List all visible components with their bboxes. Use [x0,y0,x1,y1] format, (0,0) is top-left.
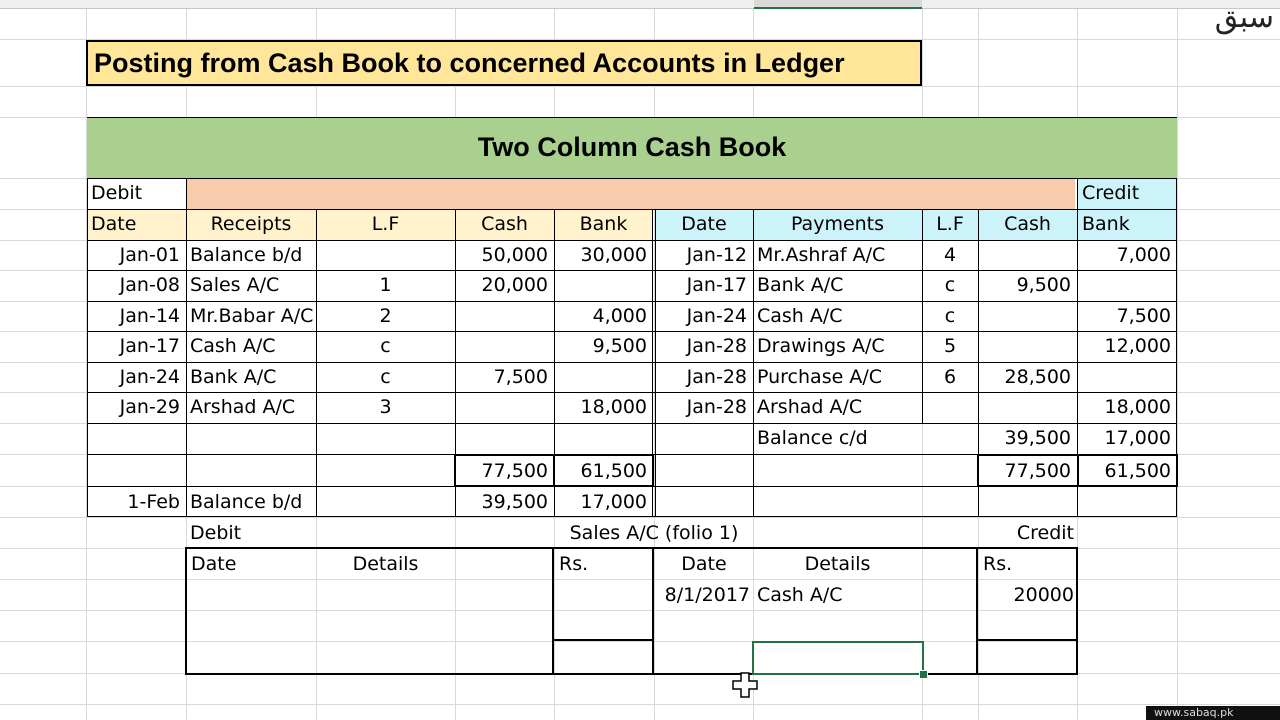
credit-date[interactable]: Jan-24 [686,305,747,327]
credit-cash[interactable]: 28,500 [1004,366,1071,388]
cashbook-title[interactable]: Two Column Cash Book [87,117,1177,178]
debit-bank[interactable]: 18,000 [580,396,647,418]
balance-bd-cash[interactable]: 39,500 [481,491,548,513]
debit-date[interactable]: Jan-01 [119,244,180,266]
credit-particulars[interactable]: Purchase A/C [757,366,882,388]
header-date[interactable]: Date [91,213,137,235]
credit-cash[interactable]: 9,500 [1016,274,1071,296]
brand-watermark: سبق [1214,0,1274,35]
header-bank[interactable]: Bank [579,213,628,235]
credit-lf[interactable]: 4 [943,244,957,266]
ledger-entry-rs[interactable]: 20000 [1013,584,1074,606]
sheet-title[interactable]: Posting from Cash Book to concerned Accounts in Ledger [86,40,922,86]
debit-label[interactable]: Debit [91,182,143,204]
ledger-debit-label[interactable]: Debit [190,522,242,544]
debit-bank[interactable]: 9,500 [592,335,647,357]
header-payments[interactable]: Payments [790,213,885,235]
debit-bank[interactable]: 30,000 [580,244,647,266]
credit-bank[interactable]: 7,000 [1116,244,1171,266]
balance-bd-particulars[interactable]: Balance b/d [190,491,303,513]
debit-lf[interactable]: c [380,366,391,388]
credit-particulars[interactable]: Bank A/C [757,274,844,296]
credit-particulars[interactable]: Cash A/C [757,305,843,327]
debit-cash[interactable]: 7,500 [493,366,548,388]
credit-date[interactable]: Jan-17 [686,274,747,296]
debit-cash[interactable]: 50,000 [481,244,548,266]
credit-cash[interactable]: 39,500 [1004,427,1071,449]
balance-bd-bank[interactable]: 17,000 [580,491,647,513]
debit-particulars[interactable]: Cash A/C [190,335,276,357]
active-cell-selection[interactable] [752,641,924,675]
credit-lf[interactable]: c [944,274,956,296]
debit-total-cash[interactable]: 77,500 [481,460,548,482]
debit-particulars[interactable]: Mr.Babar A/C [190,305,314,327]
credit-lf[interactable]: 6 [943,366,957,388]
debit-date[interactable]: Jan-17 [119,335,180,357]
balance-bd-date[interactable]: 1-Feb [127,491,180,513]
credit-total-cash[interactable]: 77,500 [1004,460,1071,482]
credit-lf[interactable]: 5 [943,335,957,357]
debit-particulars[interactable]: Balance b/d [190,244,303,266]
mouse-cursor-icon [732,672,758,698]
credit-bank[interactable]: 12,000 [1104,335,1171,357]
debit-particulars[interactable]: Bank A/C [190,366,277,388]
debit-lf[interactable]: 1 [379,274,392,296]
ledger-header-date-credit[interactable]: Date [681,553,727,575]
debit-lf[interactable]: 2 [379,305,392,327]
header-cash-credit[interactable]: Cash [1004,213,1051,235]
ledger-entry-date[interactable]: 8/1/2017 [664,584,750,606]
credit-particulars[interactable]: Drawings A/C [757,335,885,357]
credit-label[interactable]: Credit [1082,182,1140,204]
credit-date[interactable]: Jan-28 [686,366,747,388]
debit-date[interactable]: Jan-14 [119,305,180,327]
credit-date[interactable]: Jan-28 [686,396,747,418]
cashbook-frame [87,178,1177,517]
debit-date[interactable]: Jan-08 [119,274,180,296]
debit-particulars[interactable]: Arshad A/C [190,396,296,418]
header-lf-credit[interactable]: L.F [936,213,964,235]
credit-bank[interactable]: 18,000 [1104,396,1171,418]
debit-lf[interactable]: 3 [379,396,392,418]
credit-particulars[interactable]: Mr.Ashraf A/C [757,244,886,266]
debit-total-bank[interactable]: 61,500 [580,460,647,482]
header-cash[interactable]: Cash [481,213,528,235]
site-watermark: www.sabaq.pk [1146,706,1280,720]
ledger-credit-label[interactable]: Credit [1016,522,1074,544]
debit-date[interactable]: Jan-29 [119,396,180,418]
credit-date[interactable]: Jan-28 [686,335,747,357]
ledger-header-rs-credit[interactable]: Rs. [983,553,1013,575]
debit-particulars[interactable]: Sales A/C [190,274,280,296]
header-bank-credit[interactable]: Bank [1082,213,1130,235]
credit-bank[interactable]: 7,500 [1116,305,1171,327]
ledger-title[interactable]: Sales A/C (folio 1) [569,522,739,544]
debit-bank[interactable]: 4,000 [592,305,647,327]
ledger-header-rs[interactable]: Rs. [559,553,589,575]
selected-column-indicator [754,0,922,9]
ledger-header-date[interactable]: Date [191,553,237,575]
debit-date[interactable]: Jan-24 [119,366,180,388]
ledger-header-details-credit[interactable]: Details [804,553,871,575]
ledger-entry-details[interactable]: Cash A/C [757,584,843,606]
debit-cash[interactable]: 20,000 [481,274,548,296]
header-receipts[interactable]: Receipts [210,213,292,235]
credit-lf[interactable]: c [944,305,956,327]
credit-date[interactable]: Jan-12 [686,244,747,266]
fill-handle[interactable] [919,670,928,679]
credit-particulars[interactable]: Arshad A/C [757,396,863,418]
ledger-header-details[interactable]: Details [352,553,419,575]
header-date-credit[interactable]: Date [681,213,727,235]
credit-bank[interactable]: 17,000 [1104,427,1171,449]
credit-total-bank[interactable]: 61,500 [1104,460,1171,482]
column-header-bar[interactable] [0,0,1280,9]
credit-particulars[interactable]: Balance c/d [757,427,868,449]
header-lf[interactable]: L.F [371,213,400,235]
debit-lf[interactable]: c [380,335,391,357]
